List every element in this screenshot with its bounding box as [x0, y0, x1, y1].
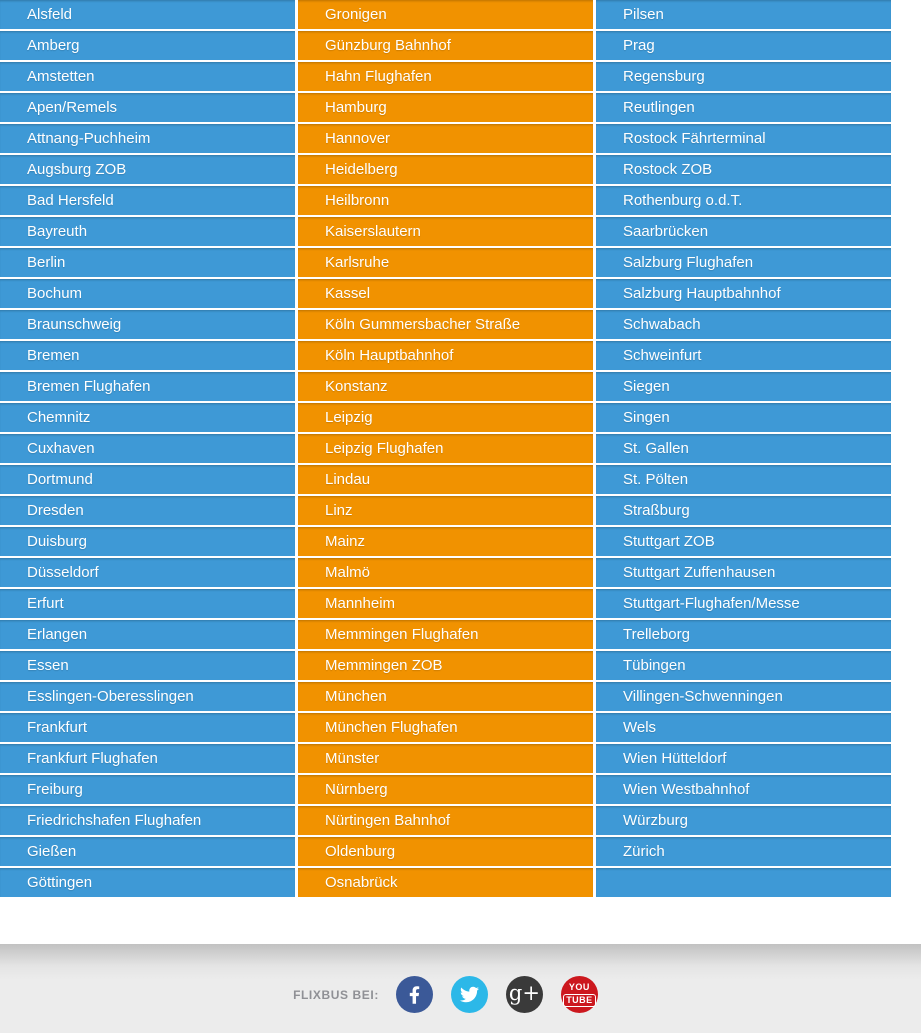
city-link[interactable]: Mannheim [298, 589, 593, 618]
city-link[interactable]: Kaiserslautern [298, 217, 593, 246]
city-link[interactable]: Düsseldorf [0, 558, 295, 587]
twitter-icon[interactable] [451, 976, 488, 1013]
city-link[interactable]: Heilbronn [298, 186, 593, 215]
city-link[interactable]: Stuttgart Zuffenhausen [596, 558, 891, 587]
city-link[interactable]: München Flughafen [298, 713, 593, 742]
city-link[interactable]: Amstetten [0, 62, 295, 91]
city-link[interactable]: Heidelberg [298, 155, 593, 184]
city-link[interactable]: Frankfurt Flughafen [0, 744, 295, 773]
city-link[interactable]: Stuttgart ZOB [596, 527, 891, 556]
city-link[interactable]: Wien Hütteldorf [596, 744, 891, 773]
footer [0, 944, 921, 1033]
city-link[interactable]: Karlsruhe [298, 248, 593, 277]
city-link[interactable]: Rostock ZOB [596, 155, 891, 184]
google-plus-glyph: g+ [508, 980, 540, 1005]
city-link[interactable]: Apen/Remels [0, 93, 295, 122]
city-link[interactable]: Villingen-Schwenningen [596, 682, 891, 711]
city-link[interactable]: München [298, 682, 593, 711]
city-link[interactable]: Leipzig Flughafen [298, 434, 593, 463]
city-link[interactable]: Erfurt [0, 589, 295, 618]
city-link[interactable]: Memmingen Flughafen [298, 620, 593, 649]
city-link[interactable]: Bad Hersfeld [0, 186, 295, 215]
city-link[interactable]: Schweinfurt [596, 341, 891, 370]
youtube-icon[interactable] [561, 976, 598, 1013]
city-link[interactable]: Prag [596, 31, 891, 60]
city-link[interactable]: Rothenburg o.d.T. [596, 186, 891, 215]
city-link[interactable]: Salzburg Hauptbahnhof [596, 279, 891, 308]
city-link[interactable]: Oldenburg [298, 837, 593, 866]
city-link[interactable]: Wien Westbahnhof [596, 775, 891, 804]
city-link[interactable]: Bremen [0, 341, 295, 370]
city-link[interactable]: Siegen [596, 372, 891, 401]
city-link[interactable]: Erlangen [0, 620, 295, 649]
social-row [293, 976, 598, 1013]
city-link[interactable]: Malmö [298, 558, 593, 587]
city-link[interactable]: Bremen Flughafen [0, 372, 295, 401]
city-link[interactable]: Mainz [298, 527, 593, 556]
city-link[interactable]: Konstanz [298, 372, 593, 401]
social-label: FLIXBUS BEI: [293, 987, 379, 1002]
city-link[interactable]: Leipzig [298, 403, 593, 432]
city-link[interactable]: Linz [298, 496, 593, 525]
city-link[interactable]: Augsburg ZOB [0, 155, 295, 184]
city-link[interactable]: Trelleborg [596, 620, 891, 649]
city-link[interactable]: Regensburg [596, 62, 891, 91]
city-link[interactable]: Göttingen [0, 868, 295, 897]
city-link[interactable]: St. Gallen [596, 434, 891, 463]
city-link[interactable]: Rostock Fährterminal [596, 124, 891, 153]
city-link[interactable]: Hannover [298, 124, 593, 153]
city-link[interactable]: Freiburg [0, 775, 295, 804]
google-plus-icon[interactable] [506, 976, 543, 1013]
city-link[interactable]: Münster [298, 744, 593, 773]
city-link[interactable]: Saarbrücken [596, 217, 891, 246]
facebook-f-glyph [409, 985, 420, 1005]
city-link[interactable]: Cuxhaven [0, 434, 295, 463]
city-link[interactable]: St. Pölten [596, 465, 891, 494]
city-link[interactable]: Friedrichshafen Flughafen [0, 806, 295, 835]
city-link[interactable]: Schwabach [596, 310, 891, 339]
city-link[interactable]: Frankfurt [0, 713, 295, 742]
city-column-2 [298, 0, 593, 897]
city-link[interactable]: Hamburg [298, 93, 593, 122]
city-link[interactable]: Kassel [298, 279, 593, 308]
empty-cell [596, 868, 891, 897]
city-link[interactable]: Esslingen-Oberesslingen [0, 682, 295, 711]
city-link[interactable]: Hahn Flughafen [298, 62, 593, 91]
city-link[interactable]: Zürich [596, 837, 891, 866]
facebook-icon[interactable] [396, 976, 433, 1013]
city-link[interactable]: Bochum [0, 279, 295, 308]
city-link[interactable]: Dresden [0, 496, 295, 525]
city-link[interactable]: Berlin [0, 248, 295, 277]
city-column-3 [596, 0, 891, 897]
city-link[interactable]: Lindau [298, 465, 593, 494]
city-link[interactable]: Günzburg Bahnhof [298, 31, 593, 60]
city-link[interactable]: Tübingen [596, 651, 891, 680]
city-link[interactable]: Stuttgart-Flughafen/Messe [596, 589, 891, 618]
city-link[interactable]: Gronigen [298, 0, 593, 29]
city-link[interactable]: Duisburg [0, 527, 295, 556]
city-link[interactable]: Köln Hauptbahnhof [298, 341, 593, 370]
city-link[interactable]: Osnabrück [298, 868, 593, 897]
city-link[interactable]: Köln Gummersbacher Straße [298, 310, 593, 339]
city-link[interactable]: Braunschweig [0, 310, 295, 339]
youtube-glyph: YOU TUBE [563, 983, 596, 1007]
city-link[interactable]: Amberg [0, 31, 295, 60]
city-column-1 [0, 0, 295, 897]
city-link[interactable]: Nürtingen Bahnhof [298, 806, 593, 835]
city-link[interactable]: Essen [0, 651, 295, 680]
city-link[interactable]: Pilsen [596, 0, 891, 29]
city-link[interactable]: Würzburg [596, 806, 891, 835]
city-link[interactable]: Salzburg Flughafen [596, 248, 891, 277]
city-link[interactable]: Nürnberg [298, 775, 593, 804]
city-link[interactable]: Singen [596, 403, 891, 432]
city-link[interactable]: Attnang-Puchheim [0, 124, 295, 153]
footer-inner [0, 944, 891, 1033]
city-link[interactable]: Wels [596, 713, 891, 742]
city-link[interactable]: Bayreuth [0, 217, 295, 246]
twitter-bird-glyph [460, 985, 479, 1004]
city-link[interactable]: Straßburg [596, 496, 891, 525]
city-link[interactable]: Dortmund [0, 465, 295, 494]
city-link[interactable]: Reutlingen [596, 93, 891, 122]
city-link[interactable]: Alsfeld [0, 0, 295, 29]
city-link[interactable]: Chemnitz [0, 403, 295, 432]
city-link[interactable]: Gießen [0, 837, 295, 866]
city-link[interactable]: Memmingen ZOB [298, 651, 593, 680]
